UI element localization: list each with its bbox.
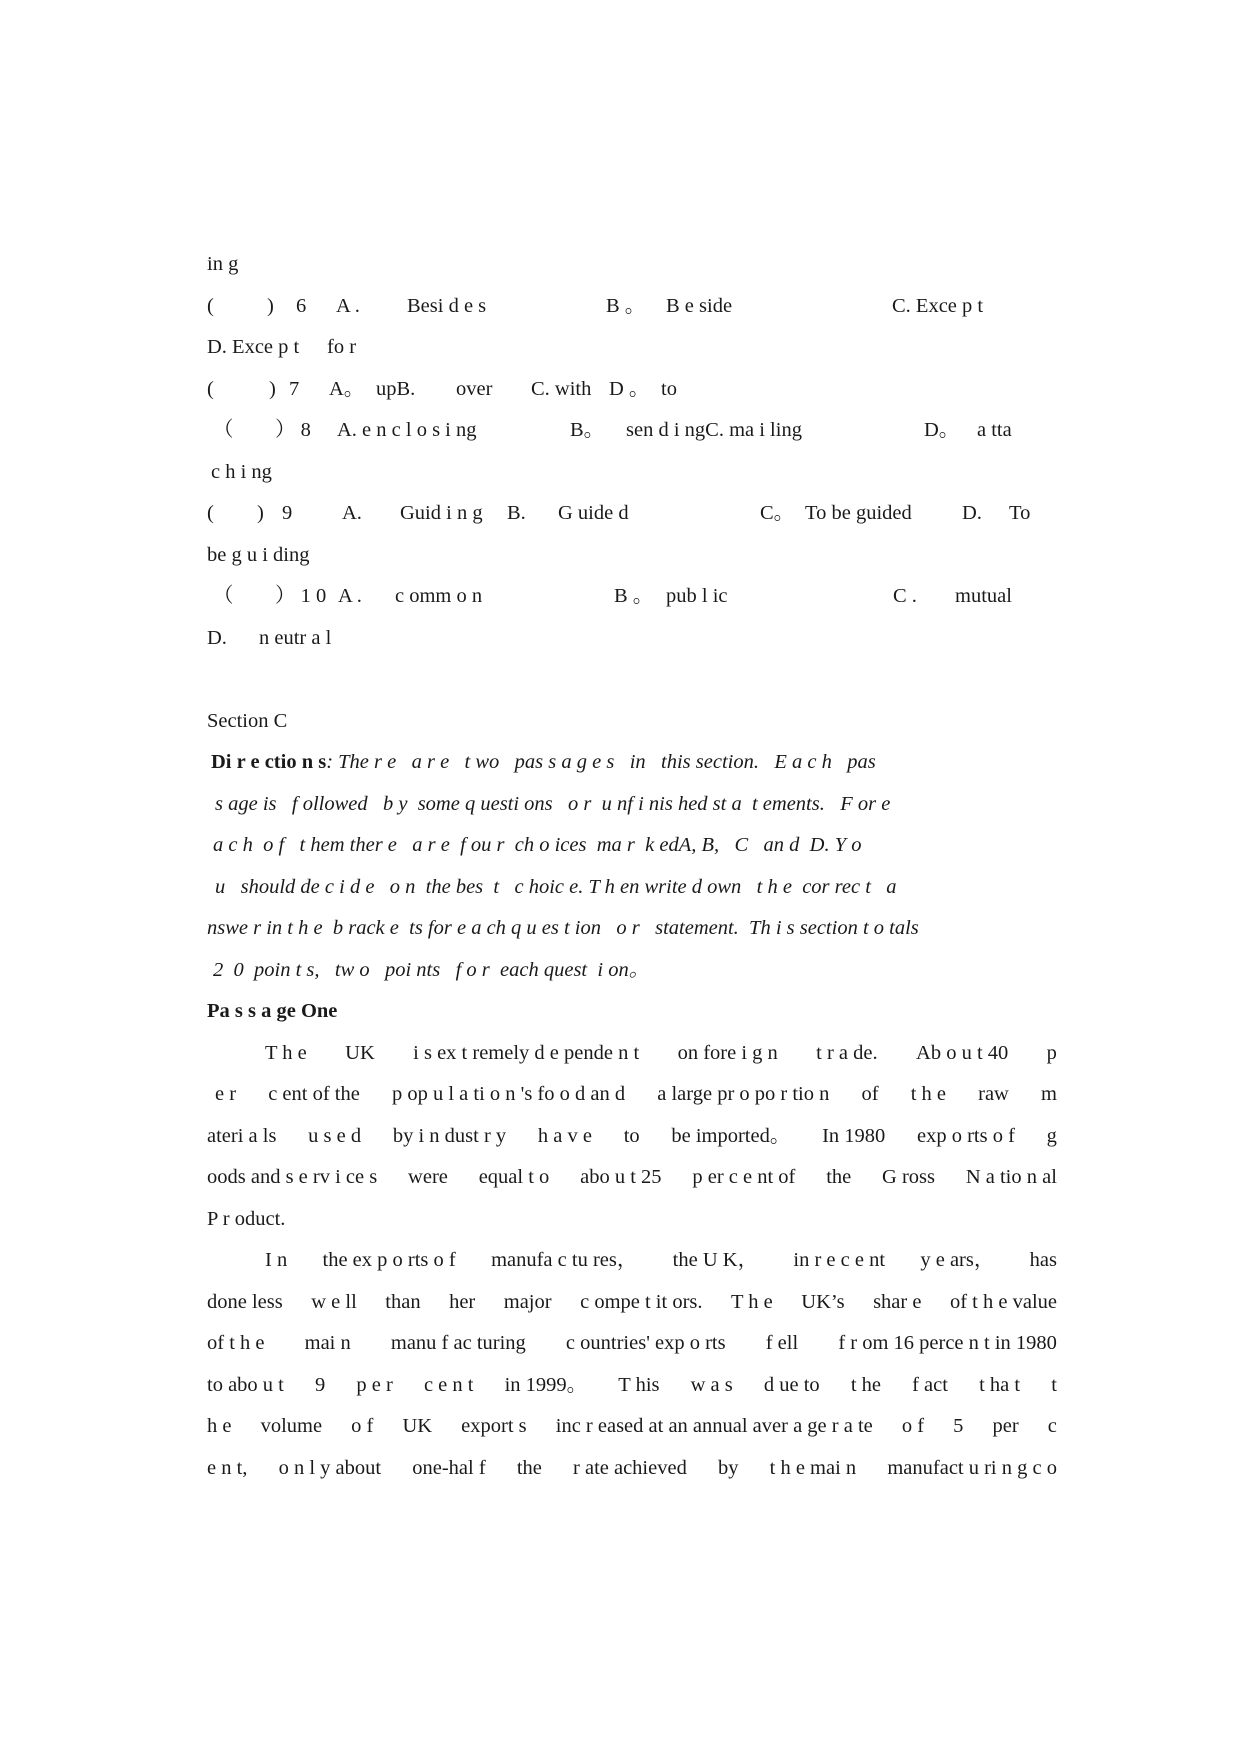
q8-close-paren: ） (275, 419, 296, 441)
p2-l4-w5: T his (618, 1373, 660, 1396)
q9-close-paren: ) (257, 502, 264, 524)
p2-line-5 (207, 1406, 1057, 1448)
p2-l1-w0: I n (265, 1249, 288, 1271)
q8-option-b-letter: B。 (570, 419, 605, 441)
question-9-options-continued (207, 535, 1057, 577)
p2-l4-w0: to abo u t (207, 1373, 284, 1396)
p1-line-5 (207, 1199, 1057, 1241)
q10-close-paren: ） (275, 585, 296, 607)
p2-l1-w6: has (1029, 1249, 1057, 1271)
p1-l2-w0: e r (215, 1083, 237, 1105)
question-9-options (207, 493, 1057, 535)
q9-number: 9 (282, 502, 293, 524)
p2-l3-w2: manu f ac turing (390, 1332, 526, 1354)
p1-l2-w5: t h e (910, 1083, 946, 1105)
p2-l5-w0: h e (207, 1415, 232, 1437)
p2-l3-w5: f r om 16 perce n t in 1980 (838, 1332, 1057, 1354)
q10-open-paren: （ (213, 585, 234, 607)
q7-open-paren: ( (207, 377, 214, 400)
p2-line-2 (207, 1282, 1057, 1324)
directions-text-line-3: a c h o f t hem ther e a r e f ou r ch o ices ma r k edA, B, C an d D. Y o (213, 834, 862, 856)
passage-heading (207, 991, 1057, 1033)
q10-option-a-text: c omm o n (395, 585, 483, 607)
q6-close-paren: ) (267, 294, 274, 317)
q10-option-c-text: mutual (955, 585, 1012, 607)
p2-l1-w5: y e ars， (920, 1249, 995, 1271)
p1-l4-w7: N a tio n al (965, 1166, 1057, 1188)
p1-l3-w7: exp o rts o f (917, 1124, 1015, 1147)
p2-l2-w1: w e ll (311, 1290, 357, 1313)
q7-option-d-text: to (661, 377, 677, 400)
p1-l1-w3: on fore i g n (677, 1041, 778, 1064)
q6-option-a-letter: A . (336, 294, 360, 317)
p1-l3-w1: u s e d (308, 1124, 362, 1147)
q9-option-d-text: To (1009, 502, 1031, 524)
p2-l2-w2: than (385, 1290, 421, 1313)
p2-l6-w4: r ate achieved (573, 1456, 687, 1479)
p2-l5-w9: c (1047, 1415, 1057, 1437)
p1-line-1 (207, 1033, 1057, 1075)
p2-line-4 (207, 1365, 1057, 1407)
q9-option-c-letter: C。 (760, 502, 795, 524)
p2-l6-w5: by (717, 1456, 739, 1479)
p1-l4-w2: equal t o (478, 1166, 550, 1188)
q10-option-c-letter: C . (893, 585, 917, 607)
p2-l4-w1: 9 (315, 1373, 326, 1396)
p1-l2-w4: of (861, 1083, 879, 1105)
q6-option-b-text: B e side (666, 294, 733, 317)
p2-l5-w1: volume (260, 1415, 323, 1437)
section-title: Section C (207, 709, 288, 732)
q8-number: 8 (300, 419, 311, 441)
directions-label: Di r e ctio n s (211, 751, 327, 773)
p2-l2-w8: shar e (873, 1290, 922, 1313)
p1-line-3 (207, 1116, 1057, 1158)
p2-l5-w8: per (992, 1415, 1019, 1437)
p2-l5-w6: o f (901, 1415, 925, 1437)
q6-option-d-text: fo r (327, 336, 357, 358)
p1-l1-w4: t r a de. (816, 1041, 878, 1064)
p1-l4-w6: G ross (882, 1166, 936, 1188)
p2-l2-w3: her (449, 1290, 476, 1313)
q6-option-b-letter: B 。 (606, 294, 646, 317)
section-heading (207, 701, 1057, 743)
p2-l6-w1: o n l y about (278, 1456, 382, 1479)
p2-l6-w0: e n t, (207, 1456, 248, 1479)
p2-l6-w3: the (516, 1456, 542, 1479)
p1-l1-w5: Ab o u t 40 (916, 1041, 1009, 1064)
q9-option-a-letter: A. (342, 502, 362, 524)
p2-l5-w3: UK (402, 1415, 433, 1437)
p1-l4-w4: p er c e nt of (692, 1166, 796, 1188)
p2-l6-w7: manufact u ri n g c o (887, 1456, 1057, 1479)
p1-l1-w1: UK (345, 1041, 375, 1064)
p1-l3-w8: g (1046, 1124, 1057, 1147)
p1-line-2 (207, 1074, 1057, 1116)
p2-l5-w4: export s (461, 1415, 527, 1437)
p2-l4-w6: w a s (690, 1373, 733, 1396)
p2-l2-w4: major (503, 1290, 552, 1313)
q8-option-d-text: a tta (977, 419, 1012, 441)
p2-l2-w7: UK’s (801, 1290, 845, 1313)
p2-l4-w9: f act (912, 1373, 948, 1396)
p2-l4-w2: p e r (356, 1373, 393, 1396)
p1-l4-w0: oods and s e rv i ce s (207, 1166, 378, 1188)
p1-l1-w6: p (1046, 1041, 1057, 1064)
p2-l2-w6: T h e (731, 1290, 773, 1313)
p2-l5-w5: inc r eased at an annual aver a ge r a te (555, 1415, 873, 1437)
directions-text-line-4: u should de c i d e o n the bes t c hoic e. T h en write d own t h e cor rec t a (215, 875, 897, 898)
p1-l5-w0: P r oduct. (207, 1207, 286, 1230)
passage-paragraph-2 (207, 1240, 1057, 1489)
q10-number: 1 0 (300, 585, 327, 607)
p2-l4-w10: t ha t (979, 1373, 1021, 1396)
p2-l1-w4: in r e c e nt (793, 1249, 886, 1271)
p2-l4-w8: t he (850, 1373, 881, 1396)
p2-line-1 (207, 1240, 1057, 1282)
q8-open-paren: （ (213, 419, 234, 441)
q10-close-paren-number (275, 576, 338, 618)
p2-l4-w3: c e n t (423, 1373, 474, 1396)
q6-number: 6 (296, 294, 307, 317)
p2-l2-w5: c ompe t it ors. (580, 1290, 703, 1313)
q7-option-d-letter: D 。 (609, 377, 650, 400)
p2-l5-w7: 5 (953, 1415, 964, 1437)
q5-tail: in g (207, 253, 239, 275)
p1-l2-w1: c ent of the (268, 1083, 360, 1105)
q9-option-b-letter: B. (507, 502, 526, 524)
q8-option-d-letter: D。 (924, 419, 960, 441)
directions-text-line-6: 2 0 poin t s, tw o poi nts f o r each quest i on。 (213, 958, 650, 981)
question-5-continuation (207, 244, 1057, 286)
p1-l2-w2: p op u l a ti o n 's fo o d an d (391, 1083, 626, 1105)
question-6-options (207, 286, 1057, 328)
question-10-options (207, 576, 1057, 618)
q7-option-b-text: over (456, 377, 493, 400)
p2-line-6 (207, 1448, 1057, 1490)
p2-l4-w7: d ue to (763, 1373, 820, 1396)
p1-l2-w6: raw (978, 1083, 1009, 1105)
p1-line-4 (207, 1157, 1057, 1199)
q9-option-c-text: To be guided (805, 502, 912, 524)
p1-l3-w0: ateri a ls (207, 1124, 277, 1147)
q8-option-a: A. e n c l o s i ng (337, 419, 477, 441)
p2-l1-w1: the ex p o rts o f (322, 1249, 456, 1271)
q7-close-paren: ) (269, 377, 276, 400)
p2-l2-w9: of t h e value (949, 1290, 1057, 1313)
p1-l2-w3: a large pr o po r tio n (657, 1083, 830, 1105)
q6-option-d-letter: D. Exce p t (207, 336, 300, 358)
p2-l4-w11: t (1051, 1373, 1057, 1396)
page-content (207, 244, 1057, 1489)
q10-option-b-letter: B 。 (614, 585, 654, 607)
p2-line-3 (207, 1323, 1057, 1365)
p1-l3-w3: h a v e (537, 1124, 592, 1147)
p1-l4-w5: the (826, 1166, 852, 1188)
q7-option-c: C. with (531, 377, 592, 400)
q8-option-d-tail: c h i ng (211, 460, 272, 483)
p1-l2-w7: m (1040, 1083, 1057, 1105)
passage-title: Pa s s a ge One (207, 1000, 338, 1022)
q9-option-b-text: G uide d (558, 502, 629, 524)
p2-l6-w2: one-hal f (412, 1456, 486, 1479)
question-8-options (207, 410, 1057, 452)
p2-l6-w6: t h e mai n (769, 1456, 857, 1479)
q7-option-a-text: upB. (376, 377, 416, 400)
q10-option-d-letter: D. (207, 626, 227, 649)
p1-l1-w2: i s ex t remely d e pende n t (413, 1041, 640, 1064)
directions-text-line-2: s age is f ollowed b y some q uesti ons o r u nf i nis hed st a t ements. F or e (215, 792, 891, 815)
q9-open-paren: ( (207, 502, 214, 524)
question-7-options (207, 369, 1057, 411)
p1-l3-w2: by i n dust r y (392, 1124, 507, 1147)
p2-l3-w4: f ell (765, 1332, 799, 1354)
q10-option-b-text: pub l ic (666, 585, 728, 607)
question-8-options-continued (207, 452, 1057, 494)
p2-l3-w3: c ountries' exp o rts (565, 1332, 726, 1354)
q8-option-b-text: sen d i ngC. ma i ling (626, 419, 802, 441)
q10-option-d-text: n eutr a l (259, 626, 332, 649)
q9-option-d-tail: be g u i ding (207, 543, 310, 566)
section-spacer (207, 659, 1057, 701)
q7-number: 7 (289, 377, 300, 400)
question-6-options-continued (207, 327, 1057, 369)
p1-l4-w3: abo u t 25 (580, 1166, 662, 1188)
q7-option-a-letter: A。 (329, 377, 365, 400)
p2-l2-w0: done less (207, 1290, 283, 1313)
p2-l3-w0: of t h e (207, 1332, 265, 1354)
p2-l1-w2: manufa c tu res， (491, 1249, 638, 1271)
p2-l1-w3: the U K， (672, 1249, 759, 1271)
p1-l1-w0: T h e (265, 1041, 307, 1064)
q6-option-c: C. Exce p t (892, 294, 984, 317)
q6-option-a-text: Besi d e s (407, 294, 487, 317)
p1-l3-w6: In 1980 (822, 1124, 886, 1147)
q8-close-paren-number (275, 410, 337, 452)
p2-l4-w4: in 1999。 (504, 1373, 588, 1396)
q10-option-a-letter: A . (338, 585, 362, 607)
p1-l3-w4: to (623, 1124, 640, 1147)
question-10-options-continued (207, 618, 1057, 660)
q9-option-d-letter: D. (962, 502, 982, 524)
directions-line (207, 742, 1057, 784)
directions-text-line-1: : The r e a r e t wo pas s a g e s in this section. E a c h pas (326, 751, 876, 773)
directions-text-line-5: nswe r in t h e b rack e ts for e a ch q u es t ion o r statement. Th i s section t o tals (207, 917, 919, 939)
p1-l4-w1: were (408, 1166, 448, 1188)
q9-option-a-text: Guid i n g (400, 502, 483, 524)
p1-l3-w5: be imported。 (671, 1124, 791, 1147)
q6-open-paren: ( (207, 294, 214, 317)
p2-l3-w1: mai n (304, 1332, 351, 1354)
passage-paragraph-1 (207, 1033, 1057, 1241)
p2-l5-w2: o f (351, 1415, 374, 1437)
